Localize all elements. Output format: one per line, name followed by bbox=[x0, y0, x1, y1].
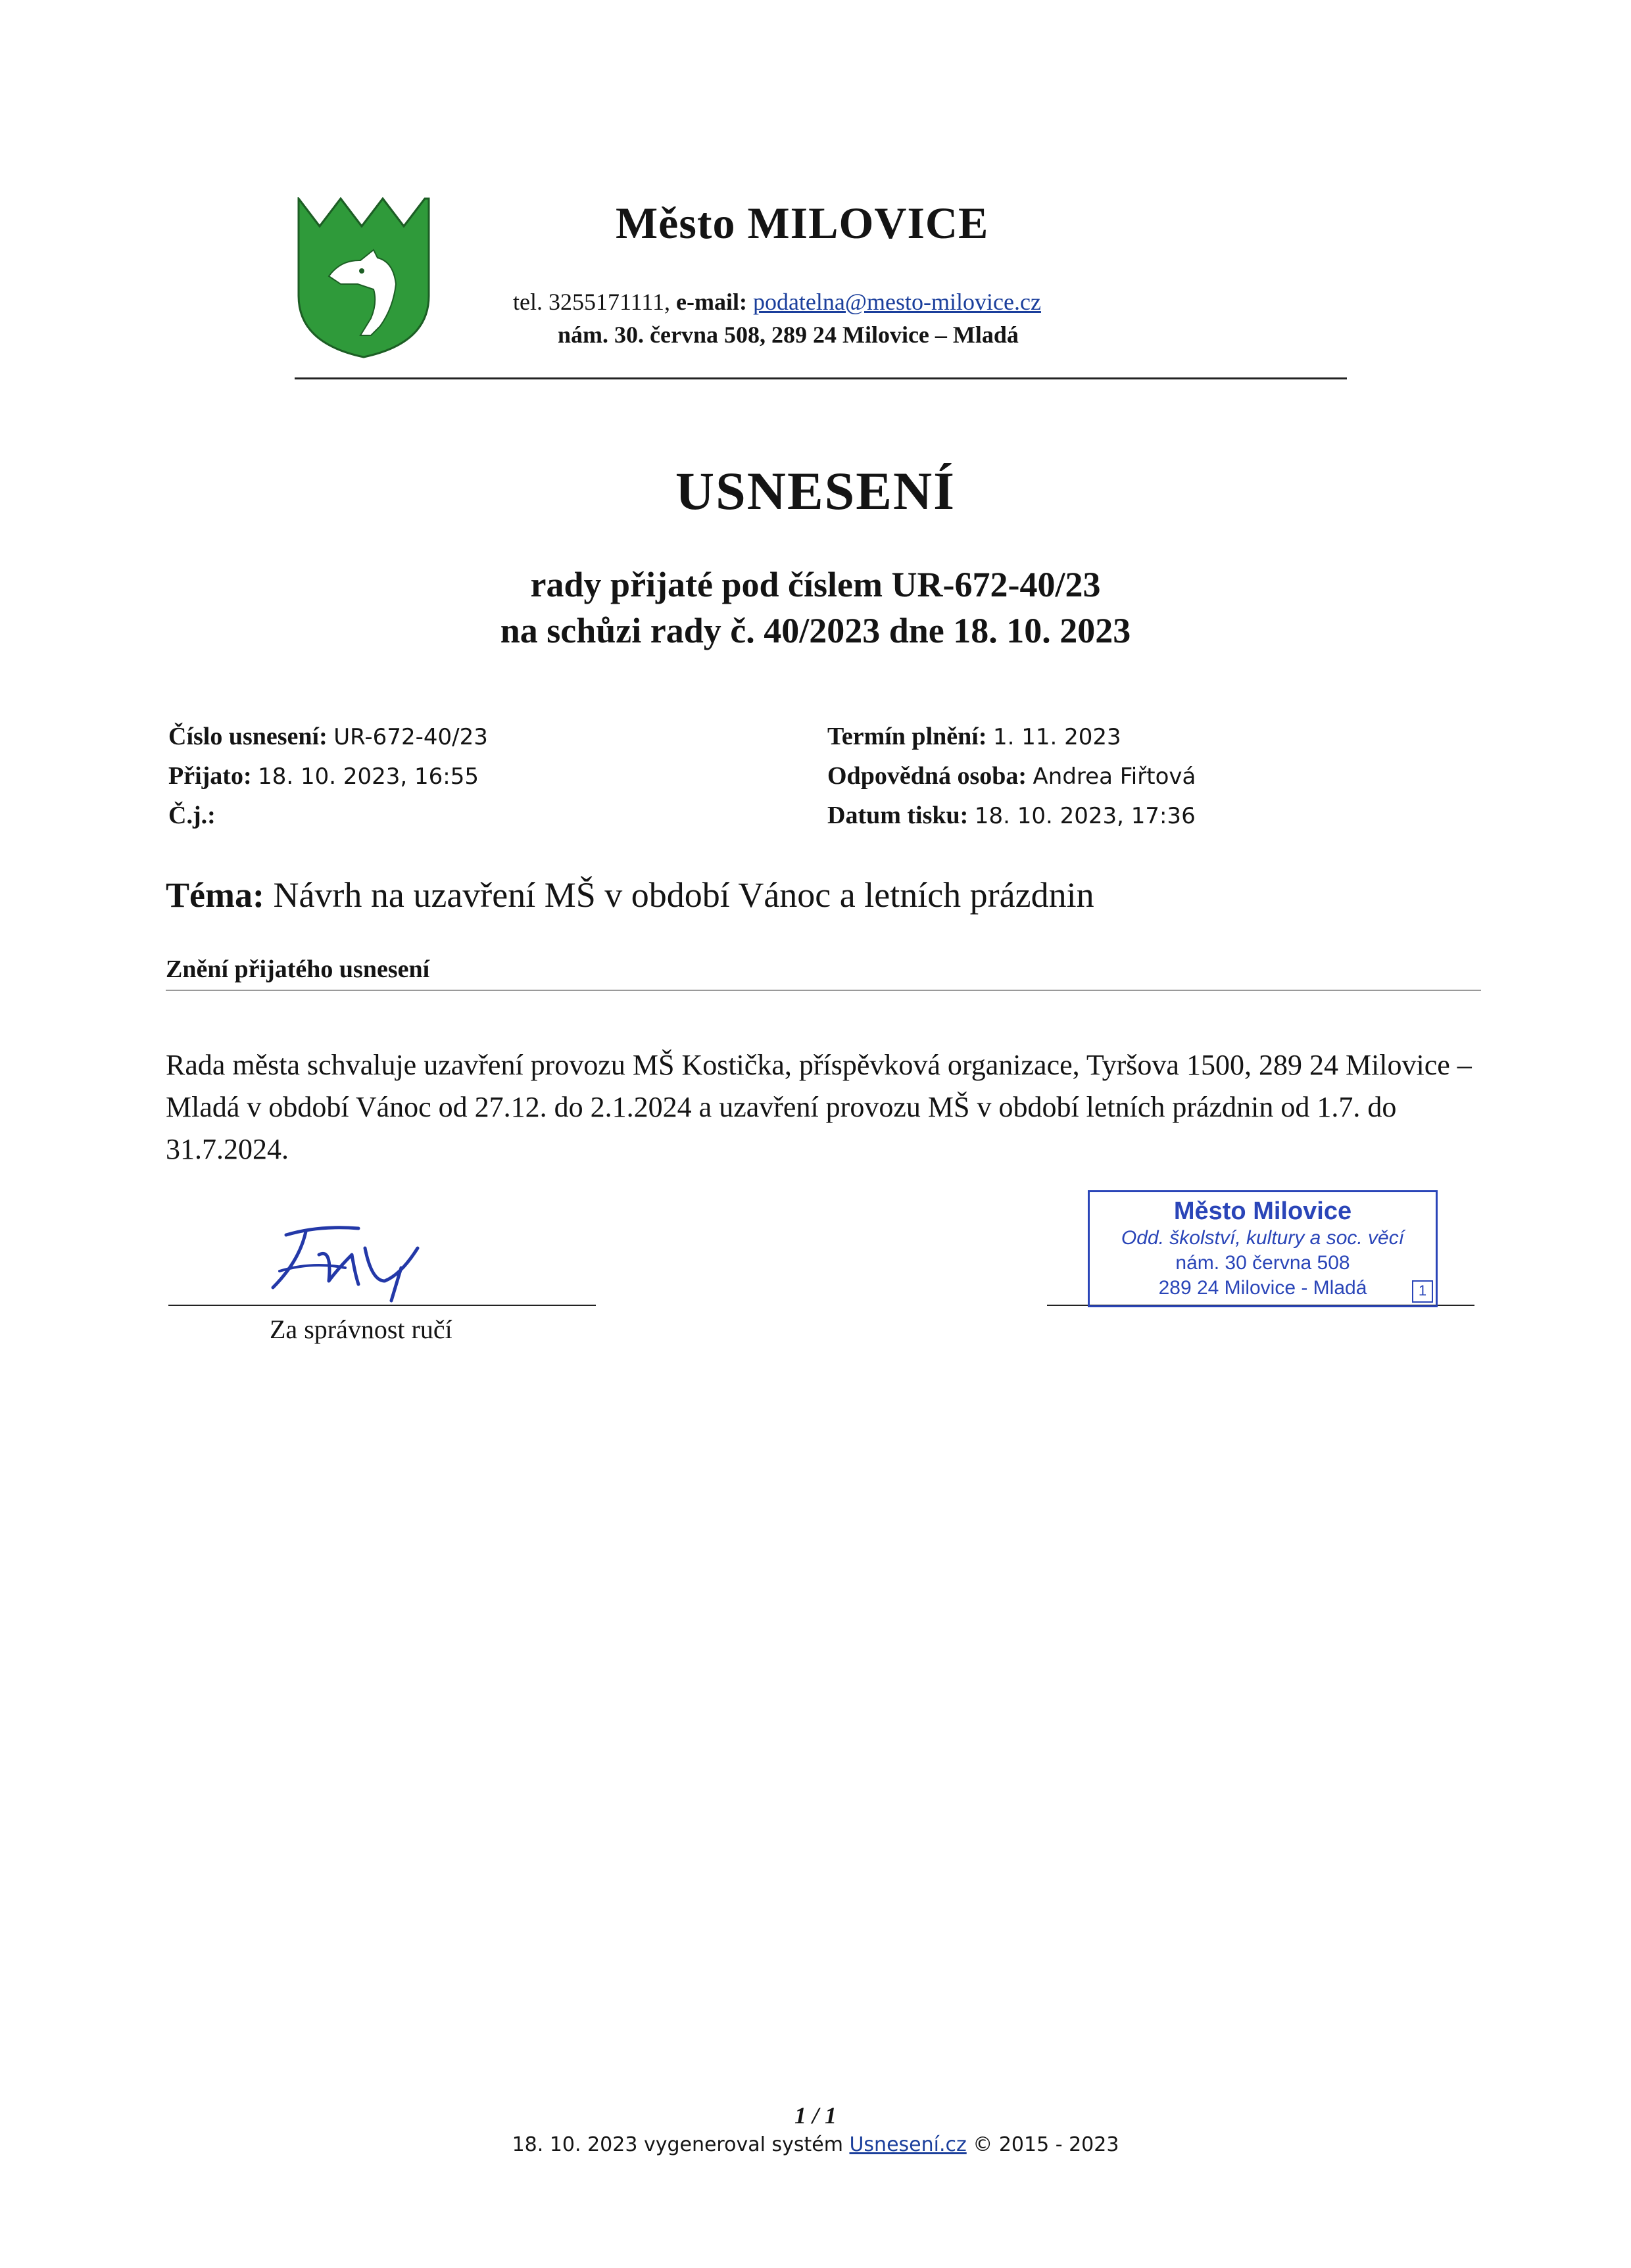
topic bbox=[166, 875, 1094, 915]
office-stamp bbox=[1088, 1190, 1438, 1307]
stamp-address: nám. 30 června 508 bbox=[1175, 1252, 1350, 1274]
handwritten-signature bbox=[260, 1209, 457, 1307]
stamp-department: Odd. školství, kultury a soc. věcí bbox=[1121, 1227, 1405, 1249]
meta-value: UR-672-40/23 bbox=[333, 724, 488, 750]
meta-resolution-number bbox=[168, 722, 488, 751]
meta-label: Odpovědná osoba: bbox=[827, 762, 1027, 790]
meta-value: 18. 10. 2023, 17:36 bbox=[974, 803, 1196, 829]
organization-name: Město MILOVICE bbox=[616, 198, 989, 248]
contact-line bbox=[513, 288, 1041, 316]
meta-reference-number bbox=[168, 801, 216, 830]
meta-label: Přijato: bbox=[168, 762, 252, 790]
document-subtitle-line2: na schůzi rady č. 40/2023 dne 18. 10. 2023 bbox=[500, 611, 1131, 650]
meta-accepted bbox=[168, 761, 479, 790]
phone-text: tel. 3255171111, bbox=[513, 289, 676, 315]
topic-label: Téma: bbox=[166, 875, 264, 915]
footer-copyright: © 2015 - 2023 bbox=[966, 2133, 1119, 2156]
document-title: USNESENÍ bbox=[675, 461, 956, 521]
email-label: e-mail: bbox=[675, 289, 747, 315]
email-link[interactable]: podatelna@mesto-milovice.cz bbox=[752, 289, 1041, 315]
stamp-title: Město Milovice bbox=[1173, 1197, 1352, 1225]
address-line: nám. 30. června 508, 289 24 Milovice – Mladá bbox=[558, 322, 1019, 348]
document-subtitle-line1: rady přijaté pod číslem UR-672-40/23 bbox=[530, 565, 1101, 604]
coat-of-arms-deer-icon bbox=[295, 197, 433, 358]
resolution-text: Rada města schvaluje uzavření provozu MŠ Kostička, příspěvková organizace, Tyršova 1500, 289 24 Milovice – Mladá v období Vánoc od 27.12. do 2.1.2024 a uzavření provozu MŠ v období letních prázdnin od 1.7. do 31.7.2024. bbox=[166, 1049, 1472, 1165]
footer-link[interactable]: Usnesení.cz bbox=[849, 2133, 967, 2156]
meta-label: Termín plnění: bbox=[827, 723, 987, 750]
meta-print-date bbox=[827, 801, 1196, 830]
meta-label: Datum tisku: bbox=[827, 802, 969, 829]
stamp-city: 289 24 Milovice - Mladá bbox=[1158, 1277, 1367, 1299]
meta-value: 18. 10. 2023, 16:55 bbox=[258, 763, 479, 790]
meta-value: 1. 11. 2023 bbox=[992, 724, 1121, 750]
section-title: Znění přijatého usnesení bbox=[166, 955, 430, 983]
page-number: 1 / 1 bbox=[794, 2102, 837, 2129]
meta-label: Číslo usnesení: bbox=[168, 723, 328, 750]
signature-caption: Za správnost ručí bbox=[270, 1315, 452, 1344]
footer-generator bbox=[0, 2133, 1631, 2156]
meta-responsible-person bbox=[827, 761, 1196, 790]
header-divider bbox=[295, 377, 1347, 379]
topic-value: Návrh na uzavření MŠ v období Vánoc a letních prázdnin bbox=[273, 875, 1094, 915]
signature-line bbox=[168, 1305, 596, 1306]
stamp-number: 1 bbox=[1412, 1280, 1433, 1303]
section-divider bbox=[166, 990, 1481, 991]
meta-value: Andrea Fiřtová bbox=[1033, 763, 1196, 790]
meta-deadline bbox=[827, 722, 1121, 751]
meta-label: Č.j.: bbox=[168, 802, 216, 829]
footer-text: 18. 10. 2023 vygeneroval systém bbox=[512, 2133, 850, 2156]
